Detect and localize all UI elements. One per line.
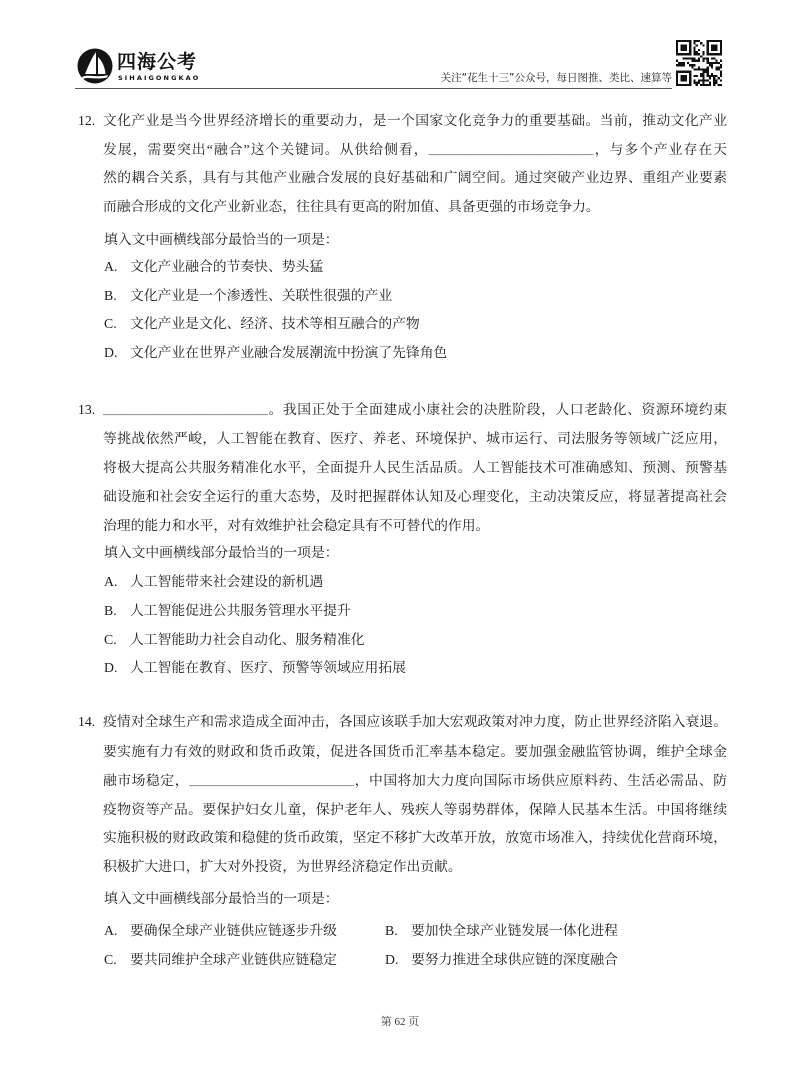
option-d	[385, 946, 618, 974]
question-stem-line: 然的耦合关系，具有与其他产业融合发展的良好基础和广阔空间。通过突破产业边界、重组产业要素	[103, 170, 727, 185]
header-divider	[75, 88, 672, 89]
question-stem-line: 文化产业是当今世界经济增长的重要动力，是一个国家文化竞争力的重要基础。当前，推动文化产业	[103, 113, 727, 128]
option-d	[104, 654, 406, 682]
option-text: 要共同维护全球产业链供应链稳定	[130, 952, 337, 967]
option-text: 人工智能带来社会建设的新机遇	[130, 574, 324, 589]
option-label: B.	[104, 288, 117, 303]
question-stem-line: 而融合形成的文化产业新业态，往往具有更高的附加值、具备更强的市场竞争力。	[103, 199, 600, 214]
stem-text: 融市场稳定，	[103, 773, 190, 788]
question-stem-line: 疫情对全球生产和需求造成全面冲击，各国应该联手加大宏观政策对冲力度，防止世界经济陷入衰退。	[103, 714, 727, 729]
option-label: D.	[104, 660, 118, 675]
option-b	[385, 917, 618, 945]
stem-text: 。我国正处于全面建成小康社会的决胜阶段，人口老龄化、资源环境约束	[268, 402, 727, 417]
option-text: 要确保全球产业链供应链逐步升级	[130, 923, 337, 938]
question-stem-line: 治理的能力和水平，对有效维护社会稳定具有不可替代的作用。	[103, 518, 490, 533]
option-label: A.	[104, 923, 118, 938]
option-label: A.	[104, 574, 118, 589]
question-number: 14.	[78, 714, 96, 729]
option-a	[104, 917, 337, 945]
option-label: C.	[104, 952, 117, 967]
option-label: A.	[104, 259, 118, 274]
option-d	[104, 339, 447, 367]
option-b	[104, 282, 392, 310]
option-label: D.	[385, 952, 399, 967]
question-prompt: 填入文中画横线部分最恰当的一项是：	[104, 232, 339, 247]
brand-name: 四海公考	[117, 51, 198, 73]
option-label: B.	[385, 923, 398, 938]
option-label: B.	[104, 603, 117, 618]
follow-notice: 关注“花生十三”公众号，每日图推、类比、速算等	[440, 72, 672, 84]
question-stem-line: 疫物资等产品。要保护妇女儿童，保护老年人、残疾人等弱势群体，保障人民基本生活。中国将继续	[103, 802, 727, 817]
question-stem-line: 将极大提高公共服务精准化水平，全面提升人民生活品质。人工智能技术可准确感知、预测、预警基	[103, 460, 727, 475]
page-number: 第 62 页	[380, 1016, 420, 1028]
option-c	[104, 310, 420, 338]
qr-code-icon	[676, 40, 722, 86]
question-prompt: 填入文中画横线部分最恰当的一项是：	[104, 891, 339, 906]
option-a	[104, 568, 323, 596]
question-number: 13.	[78, 402, 96, 417]
brand-name-pinyin: SIHAIGONGKAO	[118, 74, 201, 82]
option-c	[104, 946, 337, 974]
option-a	[104, 253, 323, 281]
option-text: 文化产业融合的节奏快、势头猛	[130, 259, 324, 274]
question-stem-line: 础设施和社会安全运行的重大态势，及时把握群体认知及心理变化，主动决策反应，将显著提高社会	[103, 489, 727, 504]
stem-text: ，与多个产业存在天	[593, 142, 728, 157]
question-number: 12.	[78, 113, 96, 128]
option-b	[104, 597, 351, 625]
stem-text: ，中国将加大力度向国际市场供应原料药、生活必需品、防	[354, 773, 728, 788]
option-c	[104, 626, 365, 654]
option-label: C.	[104, 632, 117, 647]
option-label: D.	[104, 345, 118, 360]
question-stem-line	[103, 767, 727, 795]
fill-in-blank: _________________________	[189, 777, 355, 789]
option-text: 人工智能在教育、医疗、预警等领域应用拓展	[130, 660, 406, 675]
option-text: 文化产业是文化、经济、技术等相互融合的产物	[130, 316, 420, 331]
option-label: C.	[104, 316, 117, 331]
question-stem-line: 实施积极的财政政策和稳健的货币政策，坚定不移扩大改革开放，放宽市场准入，持续优化营商环境，	[103, 830, 727, 845]
option-text: 人工智能助力社会自动化、服务精准化	[130, 632, 365, 647]
option-text: 人工智能促进公共服务管理水平提升	[130, 603, 351, 618]
question-stem-line: 积极扩大进口，扩大对外投资，为世界经济稳定作出贡献。	[103, 859, 462, 874]
fill-in-blank: _________________________	[103, 406, 269, 418]
question-stem-line	[103, 136, 727, 164]
option-text: 文化产业在世界产业融合发展潮流中扮演了先锋角色	[130, 345, 448, 360]
stem-text: 发展，需要突出“融合”这个关键词。从供给侧看，	[103, 142, 429, 157]
option-text: 要加快全球产业链发展一体化进程	[411, 923, 618, 938]
question-prompt: 填入文中画横线部分最恰当的一项是：	[104, 545, 339, 560]
sailboat-logo-icon	[76, 47, 114, 85]
fill-in-blank: _________________________	[428, 146, 594, 158]
question-stem-line: 要实施有力有效的财政和货币政策，促进各国货币汇率基本稳定。要加强金融监管协调，维护全球金	[103, 744, 727, 759]
option-text: 要努力推进全球供应链的深度融合	[411, 952, 618, 967]
question-stem-line	[103, 396, 727, 424]
question-stem-line: 等挑战依然严峻，人工智能在教育、医疗、养老、环境保护、城市运行、司法服务等领域广泛应用，	[103, 431, 727, 446]
option-text: 文化产业是一个渗透性、关联性很强的产业	[130, 288, 393, 303]
